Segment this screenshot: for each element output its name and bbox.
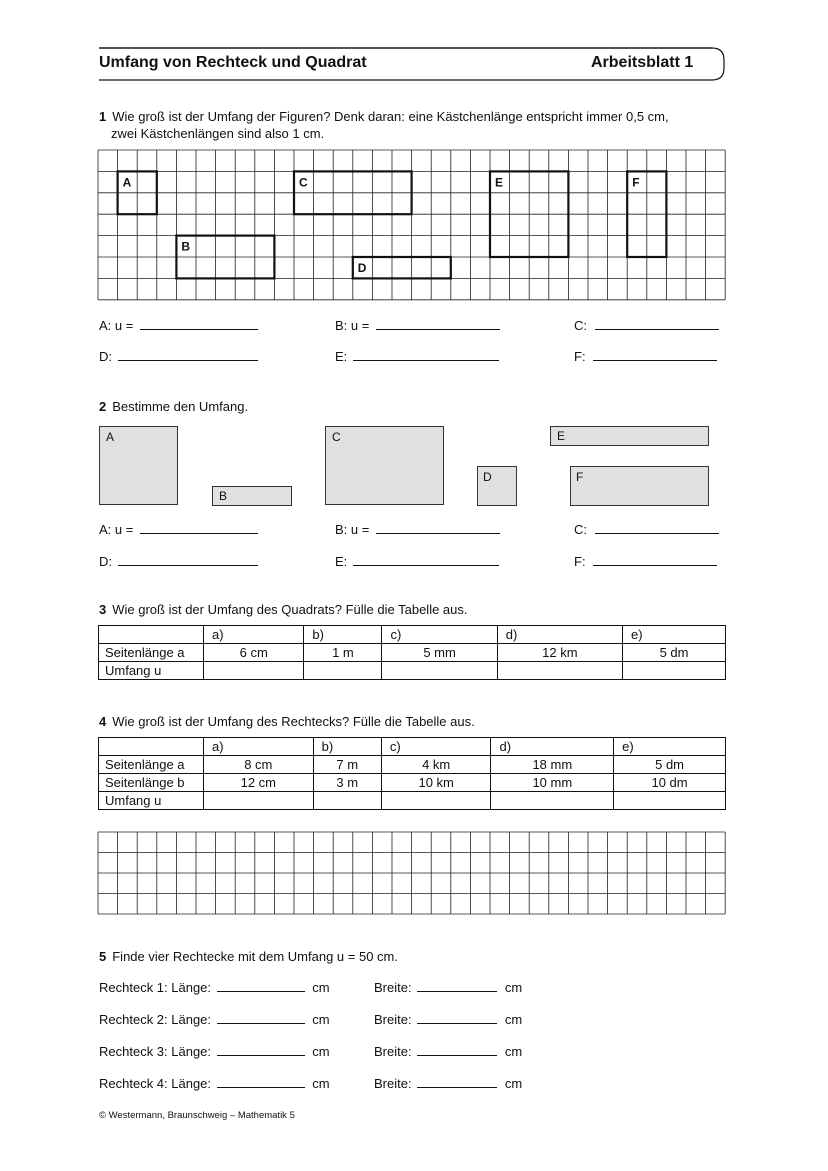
- row-label: Umfang u: [99, 662, 204, 680]
- row-label: Seitenlänge a: [99, 756, 204, 774]
- answer-label: D:: [99, 554, 112, 569]
- column-header: d): [497, 626, 622, 644]
- rectangle-3-width-row: [374, 1044, 522, 1059]
- column-header: c): [381, 738, 491, 756]
- column-header: a): [204, 738, 314, 756]
- column-header: a): [204, 626, 304, 644]
- rectangle-1-width-row: [374, 980, 522, 995]
- row-label: Seitenlänge a: [99, 644, 204, 662]
- answer-label: D:: [99, 349, 112, 364]
- task-1-line-2: zwei Kästchenlängen sind also 1 cm.: [111, 126, 325, 141]
- row-label: Seitenlänge b: [99, 774, 204, 792]
- column-header: b): [313, 738, 381, 756]
- table-cell: 12 cm: [204, 774, 314, 792]
- answer-label: C:: [574, 318, 587, 333]
- length-answer-line[interactable]: [217, 1086, 305, 1088]
- table-cell: 1 m: [304, 644, 382, 662]
- shape-label: C: [332, 430, 341, 444]
- length-answer-line[interactable]: [217, 1022, 305, 1024]
- task-3-line: Wie groß ist der Umfang des Quadrats? Fülle die Tabelle aus.: [112, 602, 468, 617]
- task-number: 4: [99, 714, 107, 729]
- column-header: d): [491, 738, 614, 756]
- table-cell: 6 cm: [204, 644, 304, 662]
- task-number: 1: [99, 109, 107, 124]
- answer-label: B: u =: [335, 522, 370, 537]
- task-1-line-1: Wie groß ist der Umfang der Figuren? Denk daran: eine Kästchenlänge entspricht immer 0,5 cm,: [112, 109, 669, 124]
- unit-label: cm: [312, 1044, 330, 1059]
- width-label: Breite:: [374, 1076, 412, 1091]
- table-cell: 10 dm: [614, 774, 726, 792]
- figure-label: D: [357, 261, 367, 275]
- width-answer-line[interactable]: [417, 1022, 497, 1024]
- figure-label: B: [181, 239, 191, 254]
- unit-label: cm: [312, 1076, 330, 1091]
- shape-label: D: [483, 470, 492, 484]
- copyright-footer: © Westermann, Braunschweig – Mathematik 5: [99, 1110, 295, 1121]
- length-answer-line[interactable]: [217, 990, 305, 992]
- worksheet-label: Arbeitsblatt 1: [591, 54, 694, 71]
- unit-label: cm: [504, 980, 523, 995]
- task-number: 2: [99, 399, 107, 414]
- task-2-line: Bestimme den Umfang.: [112, 399, 249, 414]
- answer-label: C:: [574, 522, 587, 537]
- rectangle-2-row: [99, 1012, 330, 1027]
- table-cell: 5 dm: [623, 644, 726, 662]
- shape-label: B: [219, 489, 228, 503]
- shape-label: E: [557, 429, 566, 443]
- task-5-text: [99, 948, 398, 965]
- answer-label: F:: [574, 554, 586, 569]
- table-cell: 12 km: [497, 644, 622, 662]
- length-label: Rechteck 3: Länge:: [99, 1044, 212, 1059]
- length-label: Rechteck 4: Länge:: [99, 1076, 212, 1091]
- answer-label: B: u =: [335, 318, 370, 333]
- width-answer-line[interactable]: [417, 1054, 497, 1056]
- rectangle-4-row: [99, 1076, 330, 1091]
- width-answer-line[interactable]: [417, 1086, 497, 1088]
- rectangle-4-width-row: [374, 1076, 522, 1091]
- unit-label: cm: [504, 1044, 523, 1059]
- table-cell: 5 dm: [614, 756, 726, 774]
- length-label: Rechteck 1: Länge:: [99, 980, 212, 995]
- unit-label: cm: [312, 980, 330, 995]
- figure-label: F: [632, 175, 640, 190]
- table-cell: 5 mm: [382, 644, 497, 662]
- figure-label: A: [122, 175, 132, 190]
- table-cell: 10 mm: [491, 774, 614, 792]
- task-number: 5: [99, 949, 107, 964]
- task-4-line: Wie groß ist der Umfang des Rechtecks? Fülle die Tabelle aus.: [112, 714, 475, 729]
- column-header: e): [623, 626, 726, 644]
- shape-label: F: [576, 470, 584, 484]
- column-header: c): [382, 626, 497, 644]
- table-cell: 3 m: [313, 774, 381, 792]
- rectangle-3-row: [99, 1044, 330, 1059]
- table-cell: 4 km: [381, 756, 491, 774]
- rectangle-2-width-row: [374, 1012, 522, 1027]
- answer-label: E:: [335, 554, 348, 569]
- answer-label: F:: [574, 349, 586, 364]
- task-5-line: Finde vier Rechtecke mit dem Umfang u = 50 cm.: [112, 949, 398, 964]
- unit-label: cm: [504, 1012, 523, 1027]
- table-cell: 7 m: [313, 756, 381, 774]
- width-answer-line[interactable]: [417, 990, 497, 992]
- page-title: Umfang von Rechteck und Quadrat: [99, 54, 367, 71]
- width-label: Breite:: [374, 1044, 412, 1059]
- width-label: Breite:: [374, 980, 412, 995]
- table-cell: 18 mm: [491, 756, 614, 774]
- table-cell: 8 cm: [204, 756, 314, 774]
- figure-label: E: [495, 175, 504, 190]
- column-header: e): [614, 738, 726, 756]
- row-label: Umfang u: [99, 792, 204, 810]
- column-header: b): [304, 626, 382, 644]
- figure-label: C: [299, 175, 308, 190]
- task-number: 3: [99, 602, 107, 617]
- answer-label: A: u =: [99, 318, 134, 333]
- rectangle-1-row: [99, 980, 330, 995]
- unit-label: cm: [312, 1012, 330, 1027]
- length-label: Rechteck 2: Länge:: [99, 1012, 212, 1027]
- answer-label: A: u =: [99, 522, 134, 537]
- shape-label: A: [106, 430, 115, 444]
- width-label: Breite:: [374, 1012, 412, 1027]
- answer-label: E:: [335, 349, 348, 364]
- unit-label: cm: [504, 1076, 523, 1091]
- table-cell: 10 km: [381, 774, 491, 792]
- length-answer-line[interactable]: [217, 1054, 305, 1056]
